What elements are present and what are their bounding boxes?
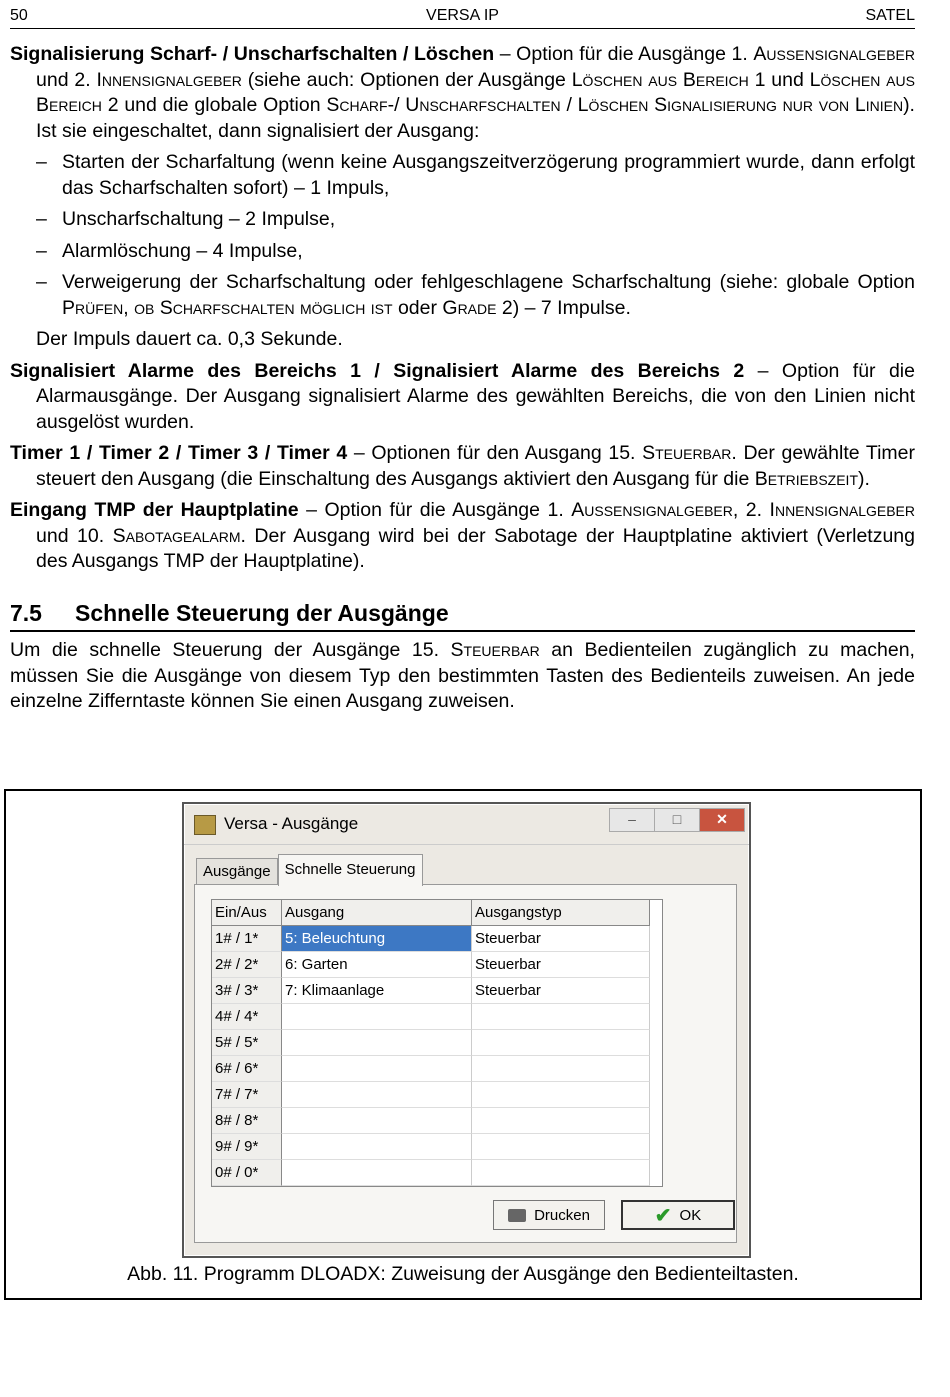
text: an Bedienteilen zugänglich zu machen, müssen Sie die Ausgänge von diesem Typ den bestimmten Tasten des Bedienteils zuweisen. An jede einzelne Zifferntaste können Sie einen Ausgang zuweisen.: [10, 639, 915, 712]
type-cell[interactable]: [472, 1056, 650, 1082]
key-cell[interactable]: 4# / 4*: [212, 1004, 282, 1030]
list-item: [10, 239, 915, 265]
page-number: 50: [10, 7, 28, 24]
text: – Optionen für den Ausgang 15.: [347, 442, 643, 464]
dash: –: [36, 208, 47, 230]
table-row[interactable]: [212, 1160, 662, 1186]
list-item: [10, 150, 915, 201]
text: und 2.: [36, 68, 97, 91]
key-cell[interactable]: 2# / 2*: [212, 952, 282, 978]
type-cell[interactable]: [472, 1160, 650, 1186]
type-cell[interactable]: [472, 1082, 650, 1108]
table-row[interactable]: [212, 1056, 662, 1082]
option-ref: Grade: [442, 296, 497, 319]
dash: –: [36, 151, 47, 173]
type-cell[interactable]: [472, 1004, 650, 1030]
text: , 2.: [732, 499, 770, 521]
text: ). Ist sie eingeschaltet, dann signalisiert der Ausgang:: [36, 94, 915, 142]
section-heading: [10, 601, 915, 633]
check-icon: ✔: [654, 1204, 672, 1227]
term-timer: Timer 1 / Timer 2 / Timer 3 / Timer 4: [10, 442, 348, 464]
text: . Der Ausgang wird bei der Sabotage der Hauptplatine aktiviert (Verletzung des Ausgangs TMP der Hauptplatine).: [36, 524, 915, 572]
table-row[interactable]: [212, 1134, 662, 1160]
table-row[interactable]: [212, 952, 662, 978]
maximize-button[interactable]: □: [654, 808, 700, 832]
text: 2 und die globale Option: [101, 94, 327, 116]
grid-header: [212, 900, 662, 926]
pulse-list: [10, 150, 915, 321]
tab-bar: [196, 854, 423, 886]
key-cell[interactable]: 9# / 9*: [212, 1134, 282, 1160]
header-brand: SATEL: [865, 7, 915, 24]
list-item: [10, 207, 915, 233]
title-bar[interactable]: [184, 804, 749, 845]
list-text: Starten der Scharfaltung (wenn keine Ausgangszeitverzögerung programmiert wurde, dann erfolgt das Scharfschalten sofort) – 1 Impuls,: [62, 151, 915, 199]
output-cell[interactable]: [282, 1056, 472, 1082]
term-eingang-tmp: Eingang TMP der Hauptplatine: [10, 499, 299, 521]
text: – Option für die Ausgänge 1.: [494, 43, 754, 65]
text: (siehe auch: Optionen der Ausgänge: [241, 68, 572, 91]
list-text: oder: [392, 296, 443, 319]
minimize-button[interactable]: –: [609, 808, 655, 832]
column-header[interactable]: Ein/Aus: [212, 900, 282, 926]
type-cell[interactable]: Steuerbar: [472, 952, 650, 978]
key-cell[interactable]: 8# / 8*: [212, 1108, 282, 1134]
section-number: 7.5: [10, 599, 42, 626]
output-cell[interactable]: [282, 1160, 472, 1186]
option-ref: Steuerbar: [450, 639, 540, 661]
section-title: Schnelle Steuerung der Ausgänge: [75, 599, 449, 626]
ok-button[interactable]: [621, 1200, 735, 1230]
key-cell[interactable]: 5# / 5*: [212, 1030, 282, 1056]
header-title: VERSA IP: [426, 7, 499, 24]
output-grid: [211, 899, 663, 1187]
app-icon: [194, 815, 216, 835]
text: – Option für die Alarmausgänge. Der Ausgang signalisiert Alarme des gewählten Bereichs, die von den Linien nicht ausgelöst wurden.: [36, 359, 915, 433]
output-cell[interactable]: 7: Klimaanlage: [282, 978, 472, 1004]
output-cell[interactable]: [282, 1004, 472, 1030]
text: . Der gewählte Timer steuert den Ausgang (die Einschaltung des Ausgangs aktiviert den Ausgang für die: [36, 442, 915, 490]
term-alarme: Signalisiert Alarme des Bereichs 1 / Signalisiert Alarme des Bereichs 2: [10, 359, 745, 382]
option-ref: Löschen aus Bereich: [571, 68, 749, 91]
option-ref: Betriebszeit: [754, 467, 858, 490]
key-cell[interactable]: 3# / 3*: [212, 978, 282, 1004]
table-row[interactable]: [212, 1030, 662, 1056]
option-ref: Außensignalgeber: [571, 499, 733, 521]
key-cell[interactable]: 6# / 6*: [212, 1056, 282, 1082]
tab-ausgaenge[interactable]: Ausgänge: [196, 858, 278, 886]
list-text: Unscharfschaltung – 2 Impulse,: [62, 208, 336, 230]
figure-caption: Abb. 11. Programm DLOADX: Zuweisung der Ausgänge den Bedienteiltasten.: [127, 1263, 799, 1285]
close-button[interactable]: ✕: [699, 808, 745, 832]
option-ref: Scharf-/ Unscharfschalten / Löschen Signalisierung nur von Linien: [326, 94, 904, 116]
option-alarme: [10, 359, 915, 436]
figure-frame: [4, 789, 922, 1300]
text: ).: [858, 467, 870, 490]
output-cell[interactable]: [282, 1082, 472, 1108]
type-cell[interactable]: Steuerbar: [472, 978, 650, 1004]
table-row[interactable]: [212, 1108, 662, 1134]
option-ref: Außensignalgeber: [753, 43, 915, 65]
column-header[interactable]: Ausgang: [282, 900, 472, 926]
type-cell[interactable]: Steuerbar: [472, 926, 650, 952]
section-intro: [10, 638, 915, 715]
type-cell[interactable]: [472, 1134, 650, 1160]
term-signalisierung: Signalisierung Scharf- / Unscharfschalten / Löschen: [10, 43, 495, 65]
dash: –: [36, 239, 47, 262]
print-button-label: Drucken: [534, 1206, 590, 1224]
output-cell[interactable]: 6: Garten: [282, 952, 472, 978]
table-row[interactable]: [212, 978, 662, 1004]
output-cell[interactable]: [282, 1134, 472, 1160]
ok-button-label: OK: [679, 1206, 702, 1224]
document-body: [10, 42, 915, 715]
table-row[interactable]: [212, 926, 662, 952]
text: 1 und: [748, 68, 810, 91]
option-ref: Steuerbar: [642, 442, 732, 464]
printer-icon: [508, 1209, 526, 1222]
window-controls: [610, 808, 745, 832]
text: Um die schnelle Steuerung der Ausgänge 15.: [10, 639, 451, 661]
output-cell[interactable]: 5: Beleuchtung: [282, 926, 472, 952]
grid-body: [212, 926, 662, 1186]
table-row[interactable]: [212, 1004, 662, 1030]
option-timer: [10, 441, 915, 492]
type-cell[interactable]: [472, 1030, 650, 1056]
list-text: Alarmlöschung – 4 Impulse,: [62, 239, 303, 262]
list-item: [10, 270, 915, 321]
key-cell[interactable]: 1# / 1*: [212, 926, 282, 952]
option-ref: Prüfen, ob Scharfschalten möglich ist: [62, 296, 393, 319]
page-header: [10, 6, 915, 29]
text: und 10.: [36, 524, 113, 547]
list-text: Verweigerung der Scharfschaltung oder fehlgeschlagene Scharfschaltung (siehe: globale Option: [62, 271, 915, 293]
text: – Option für die Ausgänge 1.: [298, 499, 572, 521]
list-text: 2) – 7 Impulse.: [496, 296, 631, 319]
output-cell[interactable]: [282, 1030, 472, 1056]
output-cell[interactable]: [282, 1108, 472, 1134]
column-header[interactable]: Ausgangstyp: [472, 900, 650, 926]
option-ref: Innensignalgeber: [96, 68, 242, 91]
key-cell[interactable]: 0# / 0*: [212, 1160, 282, 1186]
option-eingang-tmp: [10, 498, 915, 575]
type-cell[interactable]: [472, 1108, 650, 1134]
tab-schnelle-steuerung[interactable]: Schnelle Steuerung: [278, 854, 423, 886]
tab-panel: [194, 884, 737, 1243]
dash: –: [36, 271, 47, 293]
print-button[interactable]: [493, 1200, 605, 1230]
pulse-duration: Der Impuls dauert ca. 0,3 Sekunde.: [36, 328, 343, 350]
option-ref: Sabotagealarm: [112, 524, 241, 547]
key-cell[interactable]: 7# / 7*: [212, 1082, 282, 1108]
window-title: Versa - Ausgänge: [224, 814, 359, 833]
option-ref: Innensignalgeber: [769, 499, 915, 521]
option-signalisierung: [10, 42, 915, 144]
table-row[interactable]: [212, 1082, 662, 1108]
dialog-window: [182, 802, 751, 1258]
option-ref: Löschen aus Bereich: [36, 68, 915, 116]
